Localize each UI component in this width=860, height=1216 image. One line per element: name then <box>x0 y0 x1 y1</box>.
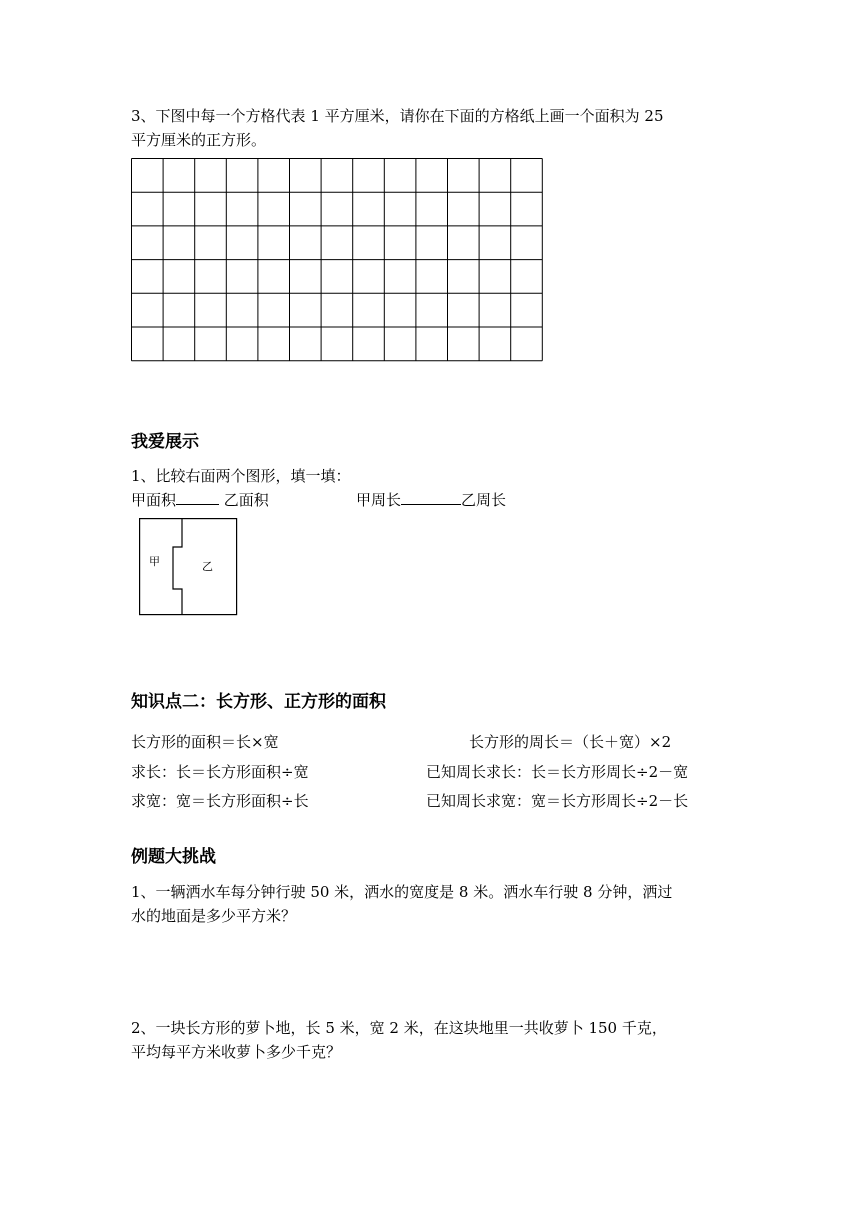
formula-left-3: 求宽：宽＝长方形面积÷长 <box>131 792 309 810</box>
compare-figure <box>139 518 239 620</box>
square-grid-paper[interactable] <box>131 158 547 367</box>
compare-area-right: 乙面积 <box>223 491 269 509</box>
formula-left-2: 求长：长＝长方形面积÷宽 <box>131 763 309 781</box>
formula-right-2: 已知周长求长：长＝长方形周长÷2－宽 <box>426 763 689 781</box>
section-heading-knowledge: 知识点二：长方形、正方形的面积 <box>131 692 386 712</box>
compare-perimeter-right: 乙周长 <box>461 491 507 509</box>
compare-perimeter-left: 甲周长 <box>356 491 402 509</box>
show-compare-perimeter <box>356 489 506 510</box>
section-heading-examples: 例题大挑战 <box>131 847 216 867</box>
figure-label-jia: 甲 <box>149 555 160 568</box>
formula-left-1: 长方形的面积＝长×宽 <box>131 733 279 751</box>
example-q2-line2: 平均每平方米收萝卜多少千克？ <box>131 1043 342 1061</box>
q3-text-line2: 平方厘米的正方形。 <box>131 131 267 149</box>
section-heading-show: 我爱展示 <box>131 432 199 452</box>
show-q1-text: 1、比较右面两个图形，填一填： <box>131 467 351 485</box>
formula-right-1: 长方形的周长＝（长＋宽）×2 <box>469 733 672 751</box>
figure-label-yi: 乙 <box>202 560 213 573</box>
figure-divider-line <box>173 519 182 615</box>
show-compare-row <box>131 489 269 510</box>
example-q1-line1: 1、一辆洒水车每分钟行驶 50 米，洒水的宽度是 8 米。洒水车行驶 8 分钟，洒过 <box>131 883 673 901</box>
perimeter-answer-blank[interactable] <box>401 489 461 505</box>
formula-right-3: 已知周长求宽：宽＝长方形周长÷2－长 <box>426 792 689 810</box>
q3-text-line1: 3、下图中每一个方格代表 1 平方厘米，请你在下面的方格纸上画一个面积为 25 <box>131 107 664 125</box>
compare-area-left: 甲面积 <box>131 491 177 509</box>
example-q2-line1: 2、一块长方形的萝卜地，长 5 米，宽 2 米，在这块地里一共收萝卜 150 千克， <box>131 1019 667 1037</box>
example-q1-line2: 水的地面是多少平方米？ <box>131 907 297 925</box>
area-answer-blank[interactable] <box>176 489 219 505</box>
